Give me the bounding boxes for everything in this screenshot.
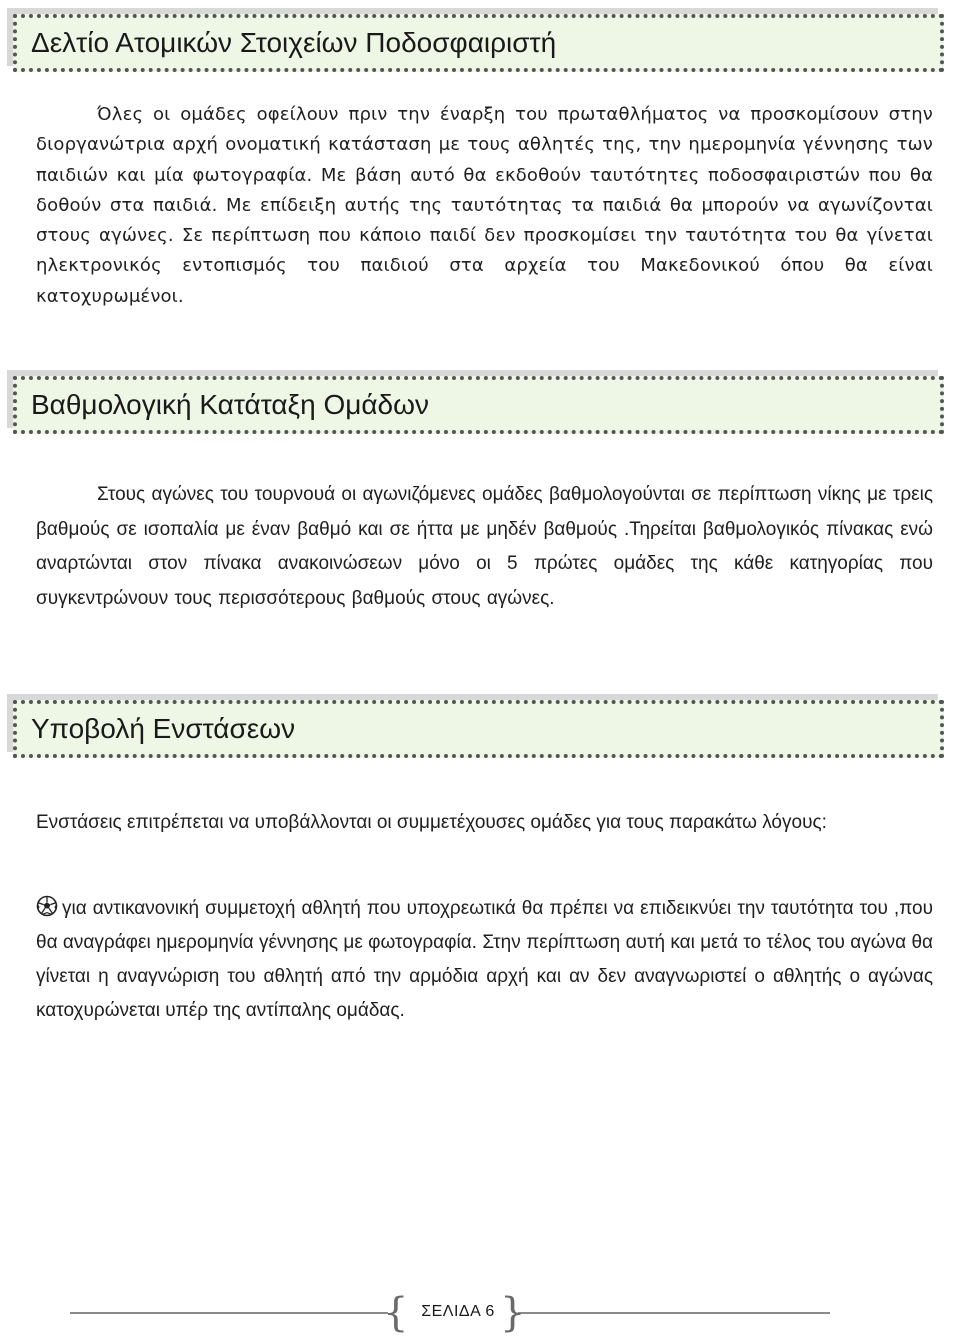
section-title-objections: Υποβολή Ενστάσεων	[31, 713, 296, 744]
footer-rule-right	[518, 1312, 830, 1314]
page-number: ΣΕΛΙΔΑ 6	[421, 1303, 495, 1320]
footer-brace-left: {	[383, 1290, 409, 1336]
section-title-player-card: Δελτίο Ατομικών Στοιχείων Ποδοσφαιριστή	[31, 27, 557, 58]
standings-paragraph: Στους αγώνες του τουρνουά οι αγωνιζόμενες ομάδες βαθμολογούνται σε περίπτωση νίκης με τρεις βαθμούς σε ισοπαλία με έναν βαθμό και σε ήττα με μηδέν βαθμούς .Τηρείται βαθμολογικός πίνακας ενώ αναρτώνται στον πίνακα ανακοινώσεων μόνο οι 5 πρώτες ομάδες της κάθε κατηγορίας που συγκεντρώνουν τους περισσότερους βαθμούς στους αγώνες.	[36, 484, 933, 609]
footer-rule-left	[70, 1312, 388, 1314]
section-heading-objections	[13, 700, 944, 758]
section-heading-player-card	[13, 14, 944, 72]
objections-bullet-text: για αντικανονική συμμετοχή αθλητή που υποχρεωτικά θα πρέπει να επιδεικνύει την ταυτότητα του ,που θα αναγράφει ημερομηνία γέννησης με φωτογραφία. Στην περίπτωση αυτή και μετά το τέλος του αγώνα θα γίνεται η αναγνώριση του αθλητή από την αρμόδια αρχή και αν δεν αναγνωριστεί ο αθλητής ο αγώνας κατοχυρώνεται υπέρ της αντίπαλης ομάδας.	[36, 898, 933, 1021]
objections-bullet-item	[36, 892, 933, 1028]
section-title-standings: Βαθμολογική Κατάταξη Ομάδων	[31, 389, 429, 420]
objections-intro-paragraph: Ενστάσεις επιτρέπεται να υποβάλλονται οι συμμετέχουσες ομάδες για τους παρακάτω λόγους:	[36, 812, 827, 833]
section-heading-standings	[13, 376, 944, 434]
soccer-ball-icon	[36, 895, 58, 917]
player-card-paragraph: Όλες οι ομάδες οφείλουν πριν την έναρξη του πρωταθλήματος να προσκομίσουν στην διοργανώτρια αρχή ονοματική κατάσταση με τους αθλητές της, την ημερομηνία γέννησης των παιδιών και μία φωτογραφία. Με βάση αυτό θα εκδοθούν ταυτότητες ποδοσφαιριστών που θα δοθούν στα παιδιά. Με επίδειξη αυτής της ταυτότητας τα παιδιά θα μπορούν να αγωνίζονται στους αγώνες. Σε περίπτωση που κάποιο παιδί δεν προσκομίσει την ταυτότητα του θα γίνεται ηλεκτρονικός εντοπισμός του παιδιού στα αρχεία του Μακεδονικού όπου θα είναι κατοχυρωμένοι.	[36, 104, 933, 307]
footer-brace-right: }	[500, 1290, 526, 1336]
